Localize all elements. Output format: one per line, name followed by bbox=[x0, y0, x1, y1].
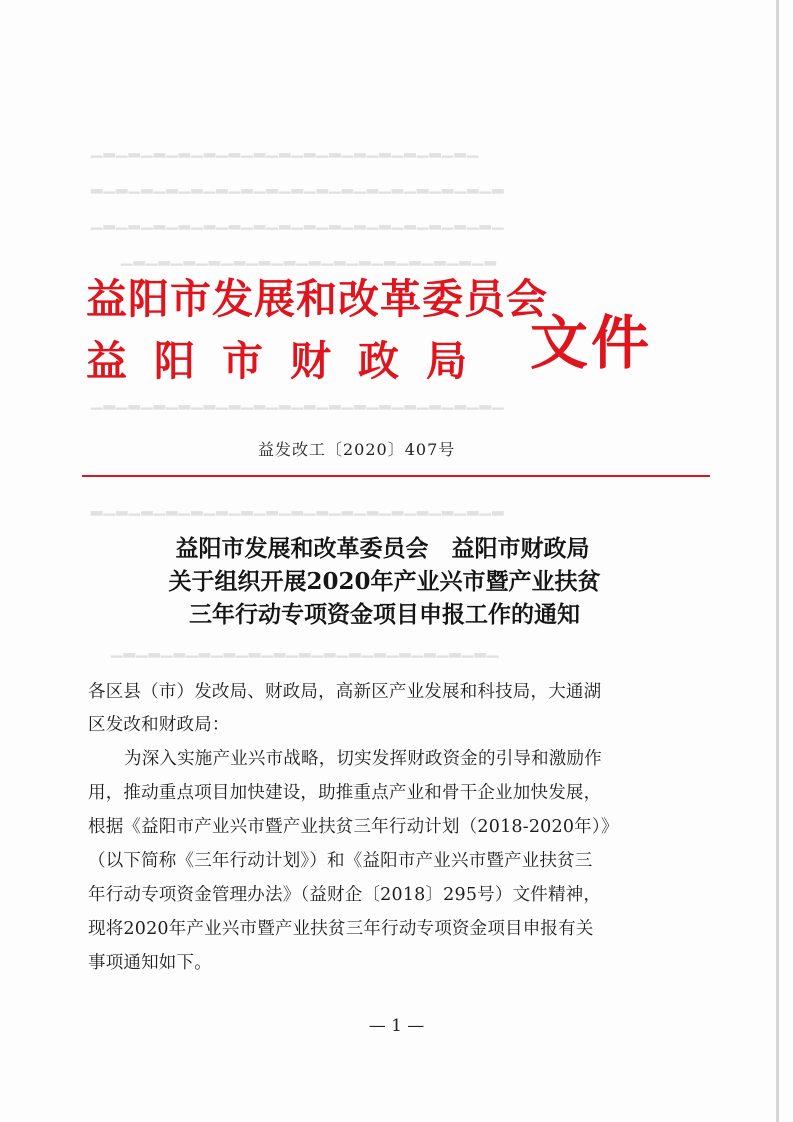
body-line: 现将2020年产业兴市暨产业扶贫三年行动专项资金项目申报有关 bbox=[88, 919, 594, 939]
red-divider-line bbox=[82, 475, 710, 477]
bleed-through-texture: ▁▂▁▂▁▂▁▂▁▂▁▂▁▂▁▂▁▂▁▂▁▂▁▂▁▂▁▂▁▂▁▂▁ bbox=[90, 392, 504, 410]
body-line: 根据《益阳市产业兴市暨产业扶贫三年行动计划（2018-2020年）》 bbox=[88, 817, 619, 837]
notice-title-line-1: 益阳市发展和改革委员会 益阳市财政局 bbox=[175, 535, 590, 562]
page-number: — 1 — bbox=[368, 1016, 425, 1036]
issuer-name-line-2: 益阳市财政局 bbox=[86, 337, 494, 385]
bleed-through-texture: ▁▂▁▂▁▂▁▂▁▂▁▂▁▂▁▂▁▂▁▂▁▂▁▂▁▂▁▂▁▂▁ bbox=[90, 140, 479, 158]
body-line: 各区县（市）发改局、财政局，高新区产业发展和科技局，大通湖 bbox=[88, 682, 602, 702]
notice-title-line-3: 三年行动专项资金项目申报工作的通知 bbox=[189, 601, 580, 628]
body-line: （以下简称《三年行动计划》）和《益阳市产业兴市暨产业扶贫三 bbox=[88, 851, 593, 871]
bleed-through-texture: ▂▁▂▁▂▁▂▁▂▁▂▁▂▁▂▁▂▁▂▁▂▁▂▁▂▁▂▁▂▁▂▁▂ bbox=[90, 176, 504, 194]
body-line: 用，推动重点项目加快建设，助推重点产业和骨干企业加快发展， bbox=[88, 783, 602, 803]
body-line: 事项通知如下。 bbox=[88, 953, 212, 973]
bleed-through-texture: ▁▂▁▂▁▂▁▂▁▂▁▂▁▂▁▂▁▂▁▂▁▂▁▂▁▂▁▂▁▂▁ bbox=[110, 640, 499, 658]
document-type-label: 文件 bbox=[530, 309, 653, 377]
bleed-through-texture: ▂▁▂▁▂▁▂▁▂▁▂▁▂▁▂▁▂▁▂▁▂▁▂▁▂▁▂▁▂▁▂▁▂ bbox=[90, 498, 504, 516]
body-line: 区发改和财政局： bbox=[88, 715, 230, 735]
document-number: 益发改工〔2020〕407号 bbox=[258, 440, 456, 459]
notice-title-line-2: 关于组织开展2020年产业兴市暨产业扶贫 bbox=[168, 568, 601, 595]
body-line: 为深入实施产业兴市战略，切实发挥财政资金的引导和激励作 bbox=[124, 749, 602, 769]
bleed-through-texture: ▂▁▂▁▂▁▂▁▂▁▂▁▂▁▂▁▂▁▂▁▂▁▂▁▂▁▂▁▂▁ bbox=[120, 248, 497, 266]
issuer-name-line-1: 益阳市发展和改革委员会 bbox=[86, 275, 548, 323]
body-line: 年行动专项资金管理办法》（益财企〔2018〕295号）文件精神， bbox=[88, 885, 602, 905]
bleed-through-texture: ▁▂▁▂▁▂▁▂▁▂▁▂▁▂▁▂▁▂▁▂▁▂▁▂▁▂▁▂▁▂▁▂▁ bbox=[90, 212, 504, 230]
